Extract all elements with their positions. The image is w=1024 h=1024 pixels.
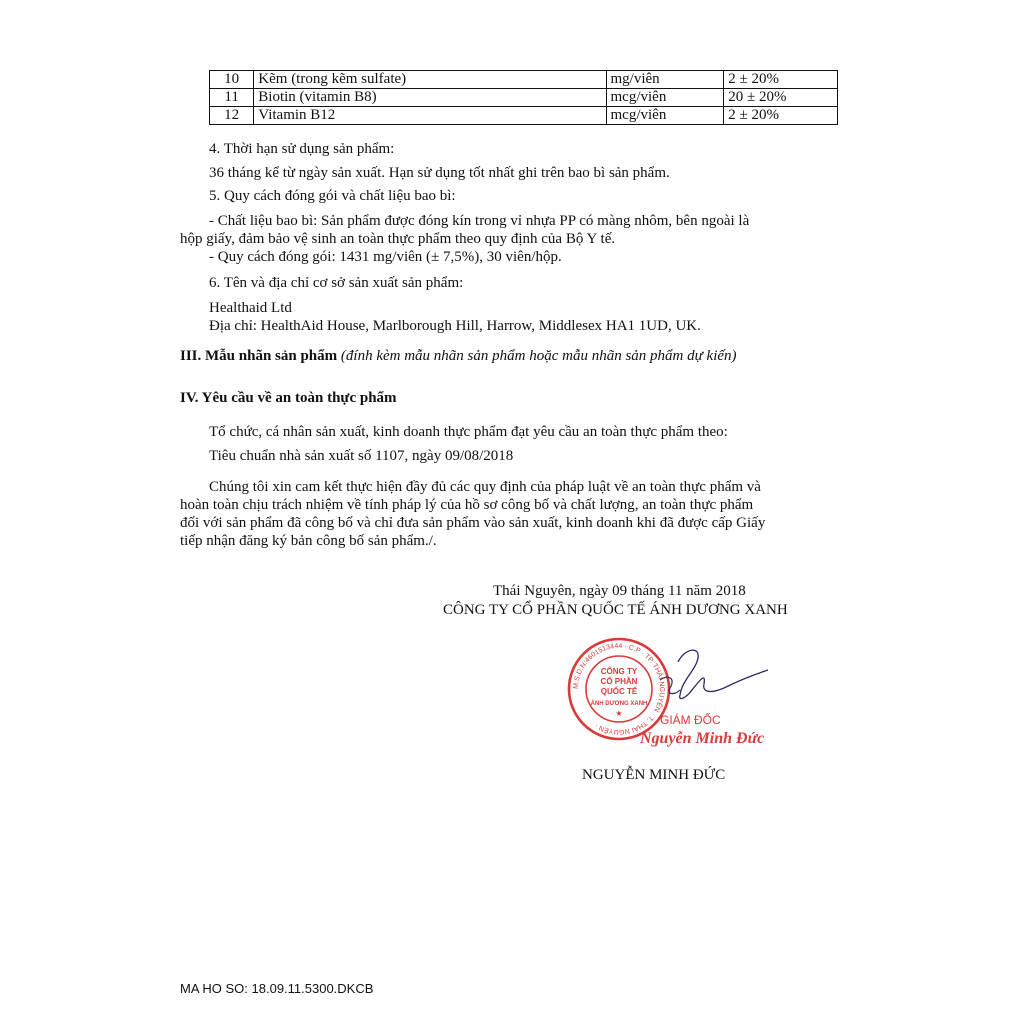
- manufacturer-name: Healthaid Ltd: [209, 300, 292, 316]
- section-III-note: (đính kèm mẫu nhãn sản phẩm hoặc mẫu nhãn sản phẩm dự kiến): [340, 348, 737, 364]
- director-title: GIÁM ĐỐC: [660, 713, 721, 727]
- handwritten-signature: [640, 640, 770, 720]
- unit-cell: mg/viên: [606, 71, 724, 89]
- commitment-line-4: tiếp nhận đăng ký bản công bố sản phẩm./.: [180, 533, 437, 549]
- packaging-spec-line: - Quy cách đóng gói: 1431 mg/viên (± 7,5%), 30 viên/hộp.: [209, 249, 562, 265]
- section-5-heading: 5. Quy cách đóng gói và chất liệu bao bì:: [209, 188, 456, 204]
- section-4-heading: 4. Thời hạn sử dụng sản phẩm:: [209, 141, 395, 157]
- table-row: [210, 71, 838, 89]
- packaging-material-line-1: - Chất liệu bao bì: Sản phẩm được đóng kín trong vỉ nhựa PP có màng nhôm, bên ngoài là: [209, 213, 750, 229]
- director-name: NGUYỄN MINH ĐỨC: [582, 767, 726, 783]
- unit-cell: mcg/viên: [606, 89, 724, 107]
- row-number-cell: 11: [210, 89, 254, 107]
- amount-cell: 20 ± 20%: [724, 89, 838, 107]
- standard-reference: Tiêu chuẩn nhà sản xuất số 1107, ngày 09/08/2018: [209, 448, 514, 464]
- packaging-material-line-2: hộp giấy, đảm bảo vệ sinh an toàn thực phẩm theo quy định của Bộ Y tế.: [180, 231, 616, 247]
- unit-cell: mcg/viên: [606, 107, 724, 125]
- nutrient-name-cell: Kẽm (trong kẽm sulfate): [254, 71, 606, 89]
- director-signature-name: Nguyễn Minh Đức: [640, 730, 765, 747]
- section-III-title: III. Mẫu nhãn sản phẩm: [180, 348, 338, 364]
- commitment-line-3: đối với sản phẩm đã công bố và chỉ đưa sản phẩm vào sản xuất, kinh doanh khi đã được cấp Giấy: [180, 515, 766, 531]
- section-6-heading: 6. Tên và địa chỉ cơ sở sản xuất sản phẩm:: [209, 275, 464, 291]
- table-row: [210, 107, 838, 125]
- commitment-line-1: Chúng tôi xin cam kết thực hiện đầy đủ các quy định của pháp luật về an toàn thực phẩm và: [209, 479, 761, 495]
- amount-cell: 2 ± 20%: [724, 107, 838, 125]
- document-code: MA HO SO: 18.09.11.5300.DKCB: [180, 981, 374, 996]
- table-row: [210, 89, 838, 107]
- svg-text:QUỐC TẾ: QUỐC TẾ: [600, 687, 638, 696]
- amount-cell: 2 ± 20%: [724, 71, 838, 89]
- commitment-line-2: hoàn toàn chịu trách nhiệm về tính pháp lý của hồ sơ công bố và chất lượng, an toàn thực phẩm: [180, 497, 754, 513]
- section-IV-heading: IV. Yêu cầu về an toàn thực phẩm: [180, 390, 397, 406]
- shelf-life-text: 36 tháng kể từ ngày sản xuất. Hạn sử dụng tốt nhất ghi trên bao bì sản phẩm.: [209, 165, 670, 181]
- nutrient-name-cell: Vitamin B12: [254, 107, 606, 125]
- company-name: CÔNG TY CỔ PHẦN QUỐC TẾ ÁNH DƯƠNG XANH: [443, 602, 788, 618]
- svg-text:CÔNG TY: CÔNG TY: [600, 667, 638, 676]
- svg-text:★: ★: [615, 709, 623, 718]
- manufacturer-address: Địa chỉ: HealthAid House, Marlborough Hill, Harrow, Middlesex HA1 1UD, UK.: [209, 318, 701, 334]
- row-number-cell: 10: [210, 71, 254, 89]
- section-III-heading: [180, 348, 737, 365]
- svg-text:ÁNH DƯƠNG XANH: ÁNH DƯƠNG XANH: [590, 701, 648, 707]
- row-number-cell: 12: [210, 107, 254, 125]
- nutrient-name-cell: Biotin (vitamin B8): [254, 89, 606, 107]
- place-date: Thái Nguyên, ngày 09 tháng 11 năm 2018: [493, 583, 746, 599]
- svg-text:CỔ PHẦN: CỔ PHẦN: [600, 677, 638, 686]
- svg-text:M.S.D.N:4601513444 · C.P · TP.: M.S.D.N:4601513444 · C.P · TP. THÁI NGUYÊN · T. THÁI NGUYÊN ·: [572, 642, 666, 736]
- safety-requirement-line: Tổ chức, cá nhân sản xuất, kinh doanh thực phẩm đạt yêu cầu an toàn thực phẩm theo:: [209, 424, 728, 440]
- nutrient-table: [209, 70, 838, 125]
